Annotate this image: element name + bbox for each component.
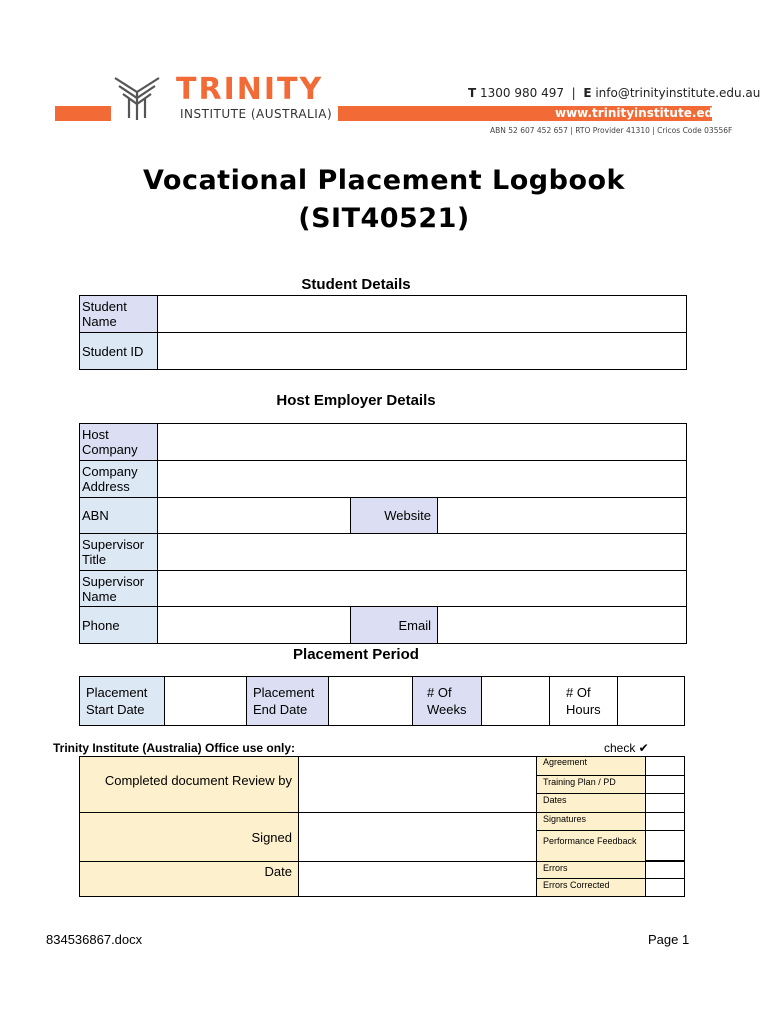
student-name-label: Student Name (80, 296, 158, 333)
supervisor-title-label: Supervisor Title (80, 534, 158, 571)
company-address-label: Company Address (80, 461, 158, 498)
office-use-heading: Trinity Institute (Australia) Office use only: (53, 741, 296, 755)
brand-name: TRINITY (176, 72, 324, 107)
footer-filename: 834536867.docx (46, 932, 143, 947)
start-date-field[interactable] (165, 677, 247, 726)
phone-field[interactable] (158, 607, 351, 644)
start-date-label: Placement Start Date (80, 677, 165, 726)
checkbox-performance[interactable] (646, 831, 685, 861)
supervisor-name-label: Supervisor Name (80, 571, 158, 607)
contact-line: T 1300 980 497 | E info@trinityinstitute.edu.au (468, 86, 761, 100)
website-label: Website (351, 498, 438, 534)
hours-label: # Of Hours (550, 677, 618, 726)
weeks-label: # Of Weeks (413, 677, 482, 726)
phone-label: T (468, 86, 477, 100)
student-id-label: Student ID (80, 333, 158, 370)
host-employer-table (79, 423, 687, 644)
placement-period-heading: Placement Period (293, 646, 419, 663)
check-item-dates: Dates (537, 794, 646, 813)
supervisor-name-field[interactable] (158, 571, 687, 607)
host-company-label: Host Company (80, 424, 158, 461)
header-accent-bar-left (55, 106, 111, 121)
page-title-line2: (SIT40521) (298, 203, 470, 234)
check-item-errors-corrected: Errors Corrected (537, 879, 646, 897)
footer-page-number: Page 1 (648, 932, 690, 947)
checkbox-signatures[interactable] (646, 813, 685, 831)
student-name-field[interactable] (158, 296, 687, 333)
signed-label: Signed (80, 813, 299, 862)
placement-period-table (79, 676, 685, 726)
host-company-field[interactable] (158, 424, 687, 461)
checkbox-agreement[interactable] (646, 757, 685, 776)
abn-label: ABN (80, 498, 158, 534)
date-label: Date (80, 862, 299, 897)
end-date-field[interactable] (329, 677, 413, 726)
check-item-agreement: Agreement (537, 757, 646, 776)
checkbox-dates[interactable] (646, 794, 685, 813)
checkbox-training-plan[interactable] (646, 776, 685, 794)
phone-label: Phone (80, 607, 158, 644)
supervisor-title-field[interactable] (158, 534, 687, 571)
check-item-errors: Errors (537, 862, 646, 879)
check-item-performance-feedback: Performance Feedback (537, 831, 646, 862)
check-item-training-plan: Training Plan / PD (537, 776, 646, 794)
email-label: Email (351, 607, 438, 644)
weeks-field[interactable] (482, 677, 550, 726)
website-field[interactable] (438, 498, 687, 534)
checkbox-errors[interactable] (646, 862, 685, 879)
trinity-logo-icon (113, 74, 161, 122)
signed-field[interactable] (299, 813, 537, 862)
abn-line: ABN 52 607 452 657 | RTO Provider 41310 | Cricos Code 03556F (490, 126, 733, 135)
date-field[interactable] (299, 862, 537, 897)
abn-field[interactable] (158, 498, 351, 534)
check-item-signatures: Signatures (537, 813, 646, 831)
email-address: info@trinityinstitute.edu.au (595, 86, 761, 100)
check-label: check ✔ (604, 741, 649, 755)
page-title-line1: Vocational Placement Logbook (142, 165, 626, 196)
host-employer-heading: Host Employer Details (276, 392, 436, 409)
end-date-label: Placement End Date (247, 677, 329, 726)
email-field[interactable] (438, 607, 687, 644)
hours-field[interactable] (618, 677, 685, 726)
company-address-field[interactable] (158, 461, 687, 498)
email-label: E (583, 86, 592, 100)
student-details-table (79, 295, 687, 370)
review-by-label: Completed document Review by (80, 757, 299, 813)
phone-number: 1300 980 497 (480, 86, 564, 100)
student-details-heading: Student Details (301, 276, 411, 293)
review-by-field[interactable] (299, 757, 537, 813)
student-id-field[interactable] (158, 333, 687, 370)
office-use-table (79, 756, 685, 897)
checkbox-errors-corrected[interactable] (646, 879, 685, 897)
website-link: www.trinityinstitute.edu.au (555, 106, 743, 120)
brand-subtitle: INSTITUTE (AUSTRALIA) (180, 107, 333, 121)
